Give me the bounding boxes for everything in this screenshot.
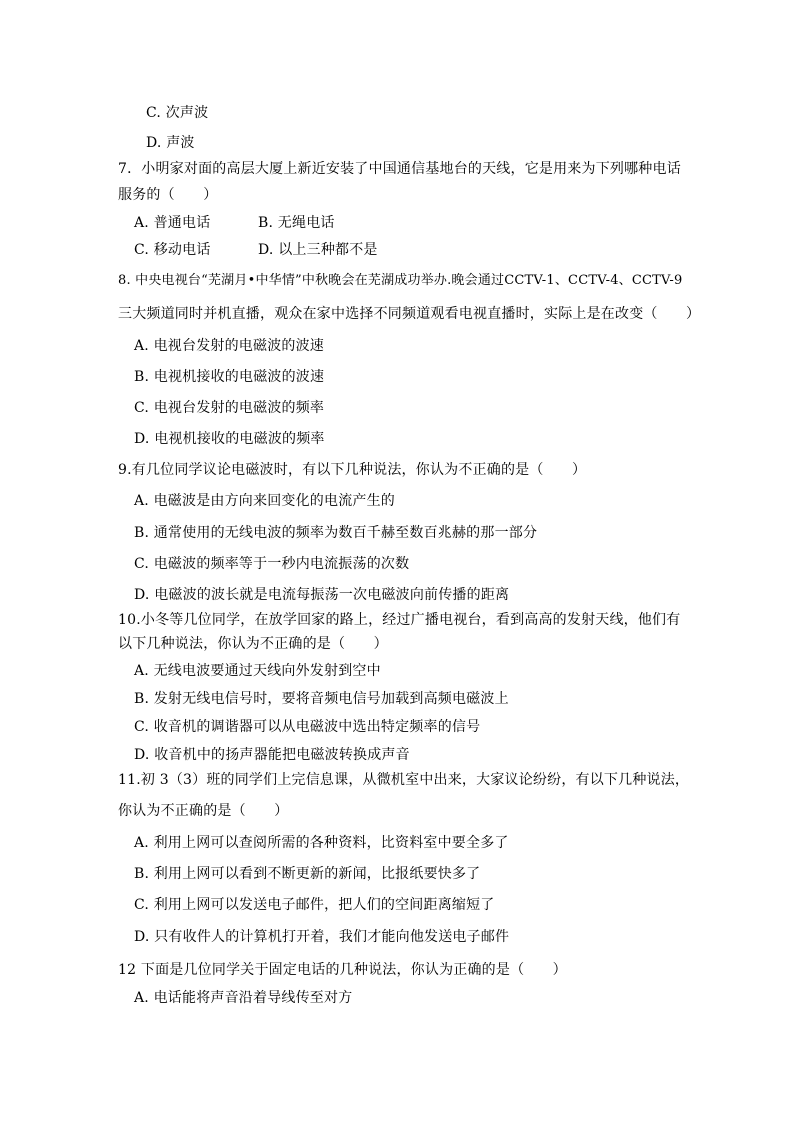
q9-option-a: A. 电磁波是由方向来回变化的电流产生的 bbox=[134, 493, 396, 509]
q10-stem-line1: 10.小冬等几位同学，在放学回家的路上，经过广播电视台，看到高高的发射天线，他们有 bbox=[118, 612, 681, 628]
q6-option-c: C. 次声波 bbox=[146, 105, 209, 121]
q9-option-d: D. 电磁波的波长就是电流每振荡一次电磁波向前传播的距离 bbox=[134, 587, 510, 603]
q8-stem-line1: 8. 中央电视台“芜湖月•中华情”中秋晚会在芜湖成功举办.晚会通过CCTV-1、CCTV-4、CCTV-9 bbox=[118, 273, 683, 288]
q7-option-c: C. 移动电话 bbox=[134, 242, 211, 258]
q11-option-d: D. 只有收件人的计算机打开着，我们才能向他发送电子邮件 bbox=[134, 929, 510, 945]
q7-option-b: B. 无绳电话 bbox=[258, 215, 335, 231]
q10-stem-line2: 以下几种说法，你认为不正确的是（ ） bbox=[118, 636, 388, 652]
q9-stem: 9.有几位同学议论电磁波时，有以下几种说法，你认为不正确的是（ ） bbox=[118, 462, 587, 478]
q7-option-a: A. 普通电话 bbox=[134, 215, 211, 231]
q8-option-a: A. 电视台发射的电磁波的波速 bbox=[134, 338, 325, 354]
q10-option-b: B. 发射无线电信号时，要将音频电信号加载到高频电磁波上 bbox=[134, 691, 509, 707]
q12-option-a: A. 电话能将声音沿着导线传至对方 bbox=[134, 990, 353, 1006]
q10-option-a: A. 无线电波要通过天线向外发射到空中 bbox=[134, 663, 381, 679]
q9-option-b: B. 通常使用的无线电波的频率为数百千赫至数百兆赫的那一部分 bbox=[134, 525, 538, 541]
q7-option-d: D. 以上三种都不是 bbox=[258, 242, 378, 258]
q9-option-c: C. 电磁波的频率等于一秒内电流振荡的次数 bbox=[134, 556, 410, 572]
q10-option-d: D. 收音机中的扬声器能把电磁波转换成声音 bbox=[134, 747, 410, 763]
q7-stem-line1: 7．小明家对面的高层大厦上新近安装了中国通信基地台的天线，它是用来为下列哪种电话 bbox=[118, 161, 681, 177]
q11-option-a: A. 利用上网可以查阅所需的各种资料，比资料室中要全多了 bbox=[134, 835, 509, 851]
q11-option-c: C. 利用上网可以发送电子邮件，把人们的空间距离缩短了 bbox=[134, 897, 495, 913]
q8-option-d: D. 电视机接收的电磁波的频率 bbox=[134, 431, 325, 447]
q8-option-b: B. 电视机接收的电磁波的波速 bbox=[134, 369, 325, 385]
q11-stem-line1: 11.初 3（3）班的同学们上完信息课，从微机室中出来，大家议论纷纷，有以下几种说法， bbox=[118, 772, 690, 788]
q11-stem-line2: 你认为不正确的是（ ） bbox=[118, 803, 289, 819]
q12-stem: 12 下面是几位同学关于固定电话的几种说法，你认为正确的是（ ） bbox=[118, 962, 567, 978]
q8-stem-line2: 三大频道同时并机直播，观众在家中选择不同频道观看电视直播时，实际上是在改变（ ） bbox=[118, 306, 701, 322]
q8-option-c: C. 电视台发射的电磁波的频率 bbox=[134, 400, 325, 416]
q7-stem-line2: 服务的（ ） bbox=[118, 187, 218, 203]
q10-option-c: C. 收音机的调谐器可以从电磁波中选出特定频率的信号 bbox=[134, 719, 481, 735]
q11-option-b: B. 利用上网可以看到不断更新的新闻，比报纸要快多了 bbox=[134, 866, 481, 882]
q6-option-d: D. 声波 bbox=[146, 135, 195, 151]
